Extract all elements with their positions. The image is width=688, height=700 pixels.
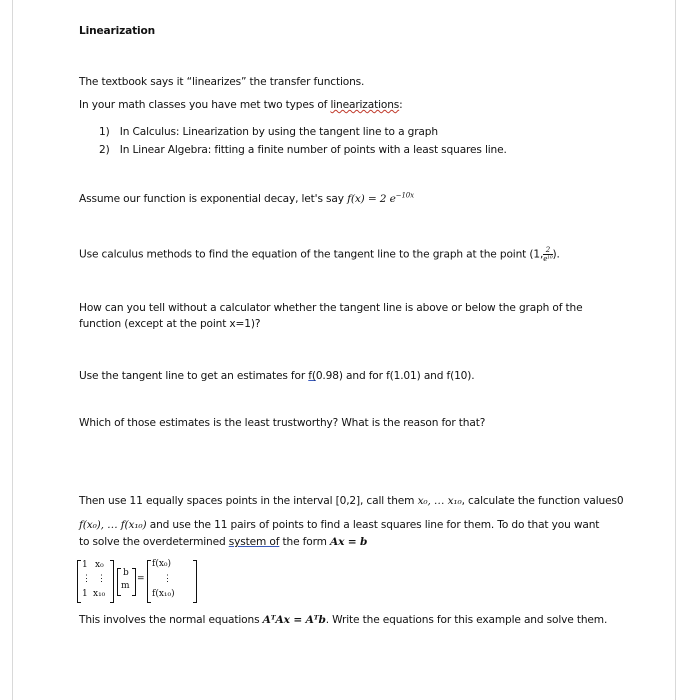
estimate-rest: 0.98) and for f(1.01) and f(10). bbox=[315, 370, 475, 382]
ls-line-2 bbox=[79, 519, 599, 532]
function-symbol: f bbox=[347, 193, 351, 205]
system-link: system of bbox=[228, 536, 280, 548]
normal-prefix: This involves the normal equations bbox=[79, 614, 263, 626]
function-arg: (x) = 2 bbox=[350, 193, 387, 205]
vector-entry: b bbox=[123, 568, 129, 578]
matrix-a-entry: ⋮ bbox=[97, 574, 106, 584]
matrix-a-entry: x₀ bbox=[95, 560, 104, 570]
exponent: −10x bbox=[395, 191, 414, 200]
system-equation: Ax = b bbox=[330, 536, 368, 548]
ls-line-3 bbox=[79, 536, 367, 549]
normal-equation: AᵀAx = Aᵀb bbox=[262, 614, 326, 626]
euler-e: e bbox=[389, 193, 396, 205]
point-close: ). bbox=[552, 248, 560, 261]
estimate-f-underlined: f( bbox=[308, 370, 316, 382]
normal-equations-line bbox=[79, 614, 607, 627]
how-line-2: function (except at the point x=1)? bbox=[79, 318, 261, 330]
list-text: In Calculus: Linearization by using the tangent line to a graph bbox=[119, 126, 438, 138]
matrix-a-left-bracket bbox=[77, 560, 81, 603]
page-title: Linearization bbox=[79, 25, 155, 37]
fraction-numerator: 2 bbox=[543, 246, 552, 255]
point-open: (1, bbox=[529, 248, 544, 261]
list-number: 1) bbox=[99, 126, 110, 138]
ls-line-1 bbox=[79, 495, 623, 508]
spellcheck-word: linearizations bbox=[330, 99, 400, 111]
rhs-left-bracket bbox=[147, 560, 151, 603]
estimate-prefix: Use the tangent line to get an estimates for bbox=[79, 370, 309, 382]
sample-points: x₀, … x₁₀ bbox=[417, 495, 462, 507]
matrix-a-entry: 1 bbox=[82, 589, 88, 599]
intro-line-2-suffix: : bbox=[399, 99, 403, 111]
calc-text: Use calculus methods to find the equation of the tangent line to the graph at the point bbox=[79, 248, 530, 261]
how-line-1: How can you tell without a calculator whether the tangent line is above or below the graph of the bbox=[79, 302, 583, 314]
point-fraction bbox=[543, 246, 552, 263]
normal-suffix: . Write the equations for this example and solve them. bbox=[325, 614, 608, 626]
assume-line bbox=[79, 193, 414, 206]
assume-text: Assume our function is exponential decay, let's say bbox=[79, 193, 348, 205]
ls-line-3-prefix: to solve the overdetermined bbox=[79, 536, 229, 548]
matrix-a-entry: x₁₀ bbox=[93, 589, 106, 599]
fraction-denominator: e¹⁰ bbox=[543, 255, 553, 263]
calc-line bbox=[79, 246, 560, 263]
ls-line-1-suffix: , calculate the function values0 bbox=[461, 495, 624, 507]
function-values: f(x₀), … f(x₁₀) bbox=[79, 519, 147, 531]
ls-line-1-prefix: Then use 11 equally spaces points in the interval [0,2], call them bbox=[79, 495, 418, 507]
list-text: In Linear Algebra: fitting a finite number of points with a least squares line. bbox=[119, 144, 507, 156]
list-number: 2) bbox=[99, 144, 110, 156]
ls-line-3-suffix: the form bbox=[279, 536, 330, 548]
matrix-a-right-bracket bbox=[110, 560, 114, 603]
ls-line-2-text: and use the 11 pairs of points to find a least squares line for them. To do that you want bbox=[146, 519, 600, 531]
rhs-entry: f(x₁₀) bbox=[152, 589, 175, 599]
vector-right-bracket bbox=[132, 568, 136, 596]
intro-line-1: The textbook says it “linearizes” the transfer functions. bbox=[79, 76, 365, 88]
intro-line-2 bbox=[79, 99, 403, 112]
vector-entry: m bbox=[121, 581, 130, 591]
matrix-a-entry: ⋮ bbox=[82, 574, 91, 584]
document-page bbox=[12, 0, 676, 700]
rhs-right-bracket bbox=[193, 560, 197, 603]
equals-sign: = bbox=[137, 574, 145, 584]
intro-line-2-prefix: In your math classes you have met two types of bbox=[79, 99, 331, 111]
list-item bbox=[99, 126, 438, 139]
rhs-entry: f(x₀) bbox=[152, 559, 172, 569]
estimate-line bbox=[79, 370, 474, 383]
rhs-entry: ⋮ bbox=[163, 574, 172, 584]
matrix-a-entry: 1 bbox=[82, 560, 88, 570]
list-item bbox=[99, 144, 507, 157]
trust-line: Which of those estimates is the least trustworthy? What is the reason for that? bbox=[79, 417, 486, 429]
